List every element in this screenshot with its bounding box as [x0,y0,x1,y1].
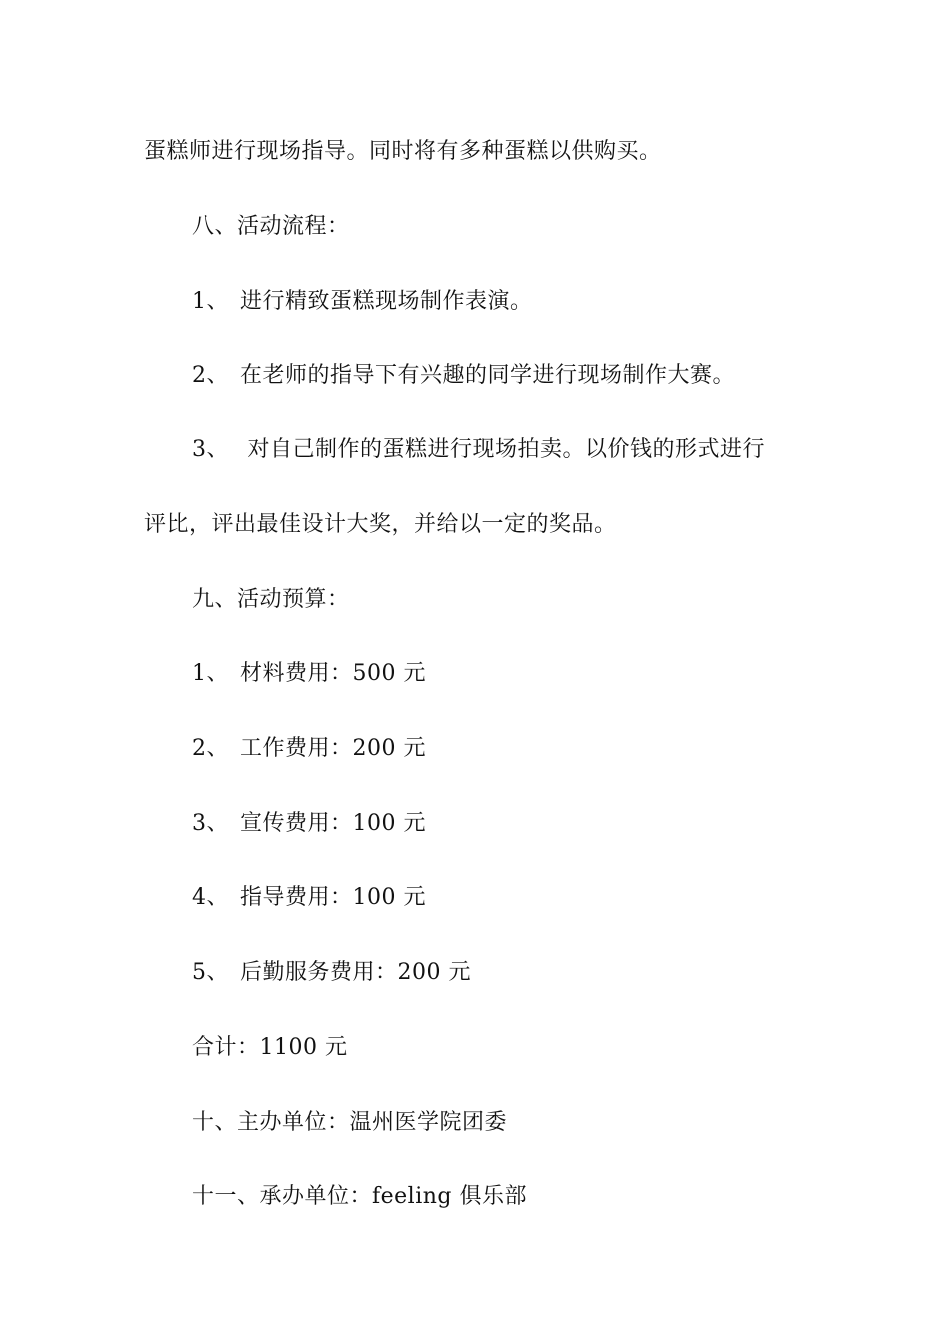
budget-item [0,958,950,988]
list-item-number: 2、 [192,736,229,761]
section-10-organizer: 十、主办单位：温州医学院团委 [192,1110,508,1135]
list-item [0,287,950,317]
list-item-text: 对自己制作的蛋糕进行现场拍卖。以价钱的形式进行 [240,437,765,462]
section-11-undertaker: 十一、承办单位：feeling 俱乐部 [192,1184,527,1209]
budget-item-text: 材料费用：500 元 [240,661,426,686]
budget-item [0,659,950,689]
budget-item [0,734,950,764]
budget-item-text: 后勤服务费用：200 元 [240,960,471,985]
budget-item-text: 工作费用：200 元 [240,736,426,761]
budget-item-text: 指导费用：100 元 [240,885,426,910]
list-item-text: 进行精致蛋糕现场制作表演。 [240,289,533,314]
section-9-heading: 九、活动预算： [192,587,350,612]
list-item-number: 3、 [192,437,229,462]
list-item-number: 1、 [192,289,229,314]
list-item-number: 5、 [192,960,229,985]
list-item-number: 2、 [192,363,229,388]
list-item-number: 3、 [192,811,229,836]
budget-item-text: 宣传费用：100 元 [240,811,426,836]
list-item-continuation: 评比，评出最佳设计大奖，并给以一定的奖品。 [144,512,617,537]
paragraph-intro-continuation: 蛋糕师进行现场指导。同时将有多种蛋糕以供购买。 [144,139,662,164]
budget-item [0,809,950,839]
budget-item [0,883,950,913]
list-item-text: 在老师的指导下有兴趣的同学进行现场制作大赛。 [240,363,736,388]
budget-total: 合计：1100 元 [192,1035,348,1060]
list-item-number: 4、 [192,885,229,910]
list-item [0,361,950,391]
list-item-number: 1、 [192,661,229,686]
section-8-heading: 八、活动流程： [192,214,350,239]
list-item [0,435,950,465]
